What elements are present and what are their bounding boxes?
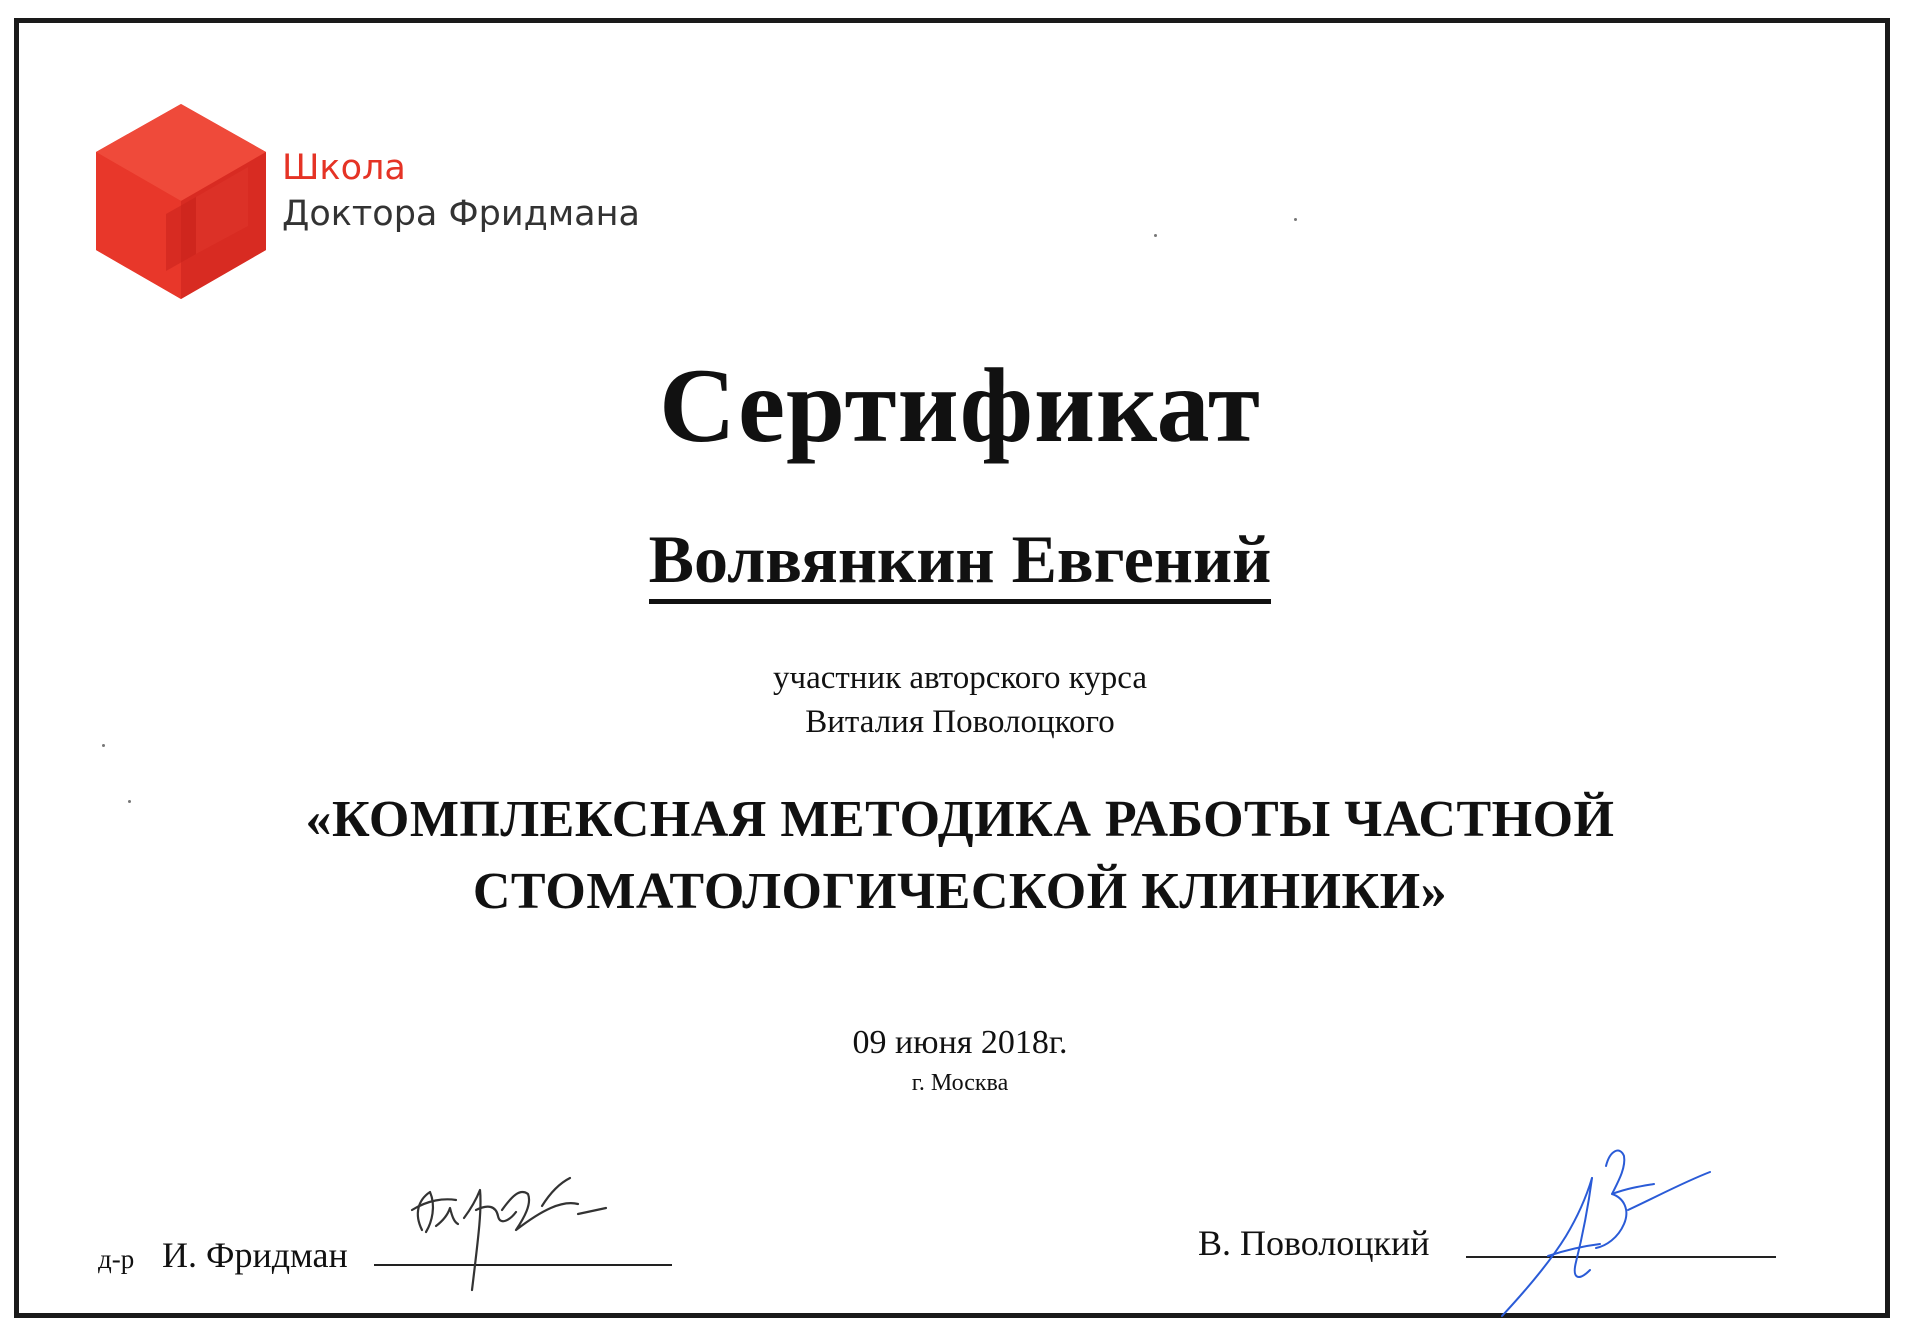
- scan-speck: [1154, 234, 1157, 237]
- signer-left-title: д-р: [98, 1244, 135, 1274]
- signature-right-icon: [1488, 1138, 1748, 1328]
- course-intro-line1: участник авторского курса: [772, 660, 1148, 696]
- program-title-line1: «КОМПЛЕКСНАЯ МЕТОДИКА РАБОТЫ ЧАСТНОЙ: [305, 791, 1615, 848]
- issue-date: 09 июня 2018г.: [852, 1024, 1068, 1061]
- signer-left-name: И. Фридман: [162, 1235, 348, 1275]
- scan-speck: [128, 800, 131, 803]
- certificate-title: Сертификат: [659, 347, 1261, 464]
- recipient-name: Волвянкин Евгений: [649, 522, 1272, 604]
- scan-speck: [102, 744, 105, 747]
- issue-city: г. Москва: [911, 1070, 1009, 1096]
- logo-doctor-label: Доктора Фридмана: [282, 194, 640, 234]
- scan-speck: [1294, 218, 1297, 221]
- school-logo: [82, 86, 642, 256]
- logo-school-label: Школа: [282, 148, 406, 188]
- recipient-block: [0, 522, 1920, 604]
- cube-logo-icon: [96, 104, 266, 299]
- program-title-line2: СТОМАТОЛОГИЧЕСКОЙ КЛИНИКИ»: [472, 863, 1448, 920]
- signer-right-name: В. Поволоцкий: [1198, 1223, 1430, 1263]
- signature-left-icon: [392, 1170, 632, 1300]
- course-intro-line2: Виталия Поволоцкого: [805, 704, 1115, 740]
